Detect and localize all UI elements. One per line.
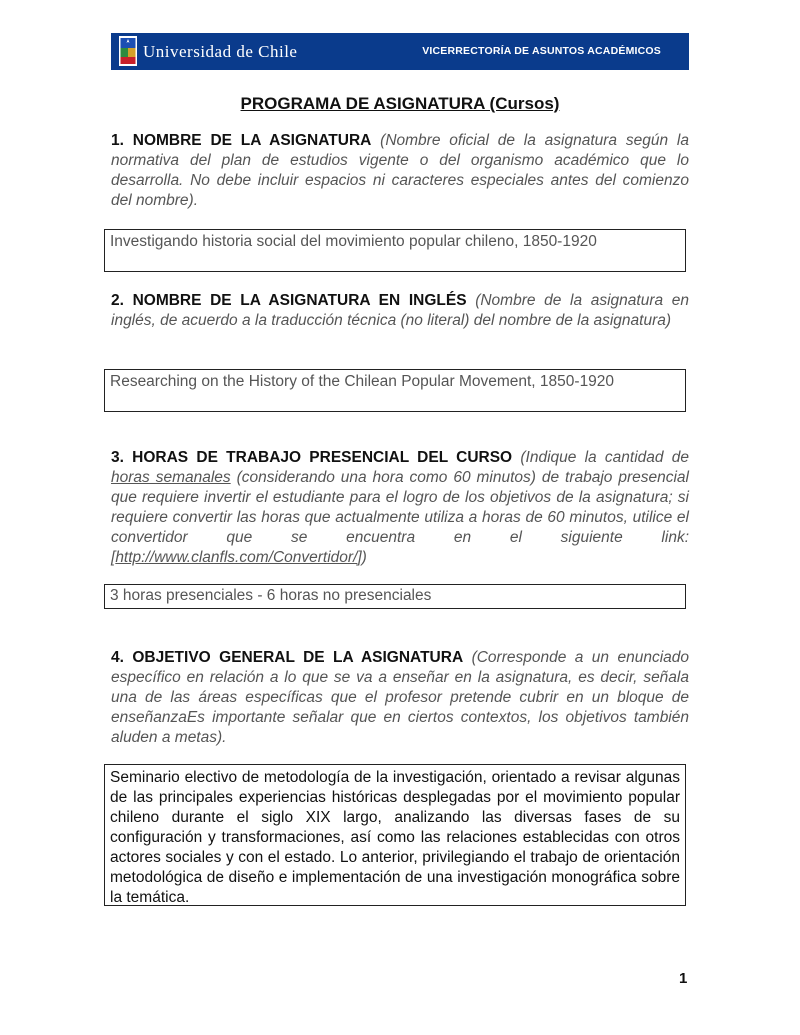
section-2-text: [111, 291, 689, 331]
page-title: PROGRAMA DE ASIGNATURA (Cursos): [240, 94, 560, 113]
section-2-answer: Researching on the History of the Chilean Popular Movement, 1850-1920: [104, 369, 686, 412]
convertidor-link[interactable]: http://www.clanfls.com/Convertidor/: [115, 549, 358, 566]
section-1-description: (Nombre oficial de la asignatura según la normativa del plan de estudios vigente o del organismo académico que lo desarrolla. No debe incluir espacios ni caracteres especiales antes del comienzo del nombre).: [111, 132, 689, 209]
section-3-description-a: (Indique la cantidad de: [520, 449, 689, 466]
section-4-description: (Corresponde a un enunciado específico en relación a lo que se va a enseñar en la asignatura, es decir, señala una de las áreas específicas que el profesor pretende cubrir en un bloque de enseñanzaEs importante señalar que en ciertos contextos, los objetivos también aluden a metas).: [111, 649, 689, 746]
section-1-heading: 1. NOMBRE DE LA ASIGNATURA: [111, 132, 372, 149]
vicerrectoria-label: VICERRECTORÍA DE ASUNTOS ACADÉMICOS: [422, 45, 661, 57]
section-3-heading: 3. HORAS DE TRABAJO PRESENCIAL DEL CURSO: [111, 449, 513, 466]
section-1-answer: Investigando historia social del movimiento popular chileno, 1850-1920: [104, 229, 686, 272]
section-2-heading: 2. NOMBRE DE LA ASIGNATURA EN INGLÉS: [111, 292, 467, 309]
section-4-answer: Seminario electivo de metodología de la investigación, orientado a revisar algunas de las principales experiencias históricas desplegadas por el movimiento popular chileno durante el siglo XIX largo, analizando las diversas fases de su configuración y transformaciones, así como las relaciones establecidas con otros actores sociales y con el estado. Lo anterior, privilegiando el trabajo de orientación metodológica de diseño e implementación de una investigación monográfica sobre la temática.: [104, 764, 686, 906]
section-3-description-b: (considerando una hora como 60 minutos) de trabajo presencial que requiere invertir el estudiante para el logro de los objetivos de la asignatura; si requiere convertir las horas que actualmente utiliza a horas de 60 minutos, utilice el convertidor que se encuentra en el siguiente link: [: [111, 469, 689, 566]
section-1-text: [111, 131, 689, 211]
university-crest-logo: [119, 36, 137, 66]
section-3-answer: 3 horas presenciales - 6 horas no presenciales: [104, 584, 686, 609]
section-4-text: [111, 648, 689, 748]
section-3-text: [111, 448, 689, 568]
header-banner: [111, 33, 689, 70]
section-4-heading: 4. OBJETIVO GENERAL DE LA ASIGNATURA: [111, 649, 464, 666]
page-number: 1: [679, 970, 688, 987]
university-name: Universidad de Chile: [143, 42, 298, 61]
section-3-description-c: ]): [357, 549, 367, 566]
section-2-description: (Nombre de la asignatura en inglés, de acuerdo a la traducción técnica (no literal) del nombre de la asignatura): [111, 292, 689, 329]
section-3-description-underlined: horas semanales: [111, 469, 231, 486]
